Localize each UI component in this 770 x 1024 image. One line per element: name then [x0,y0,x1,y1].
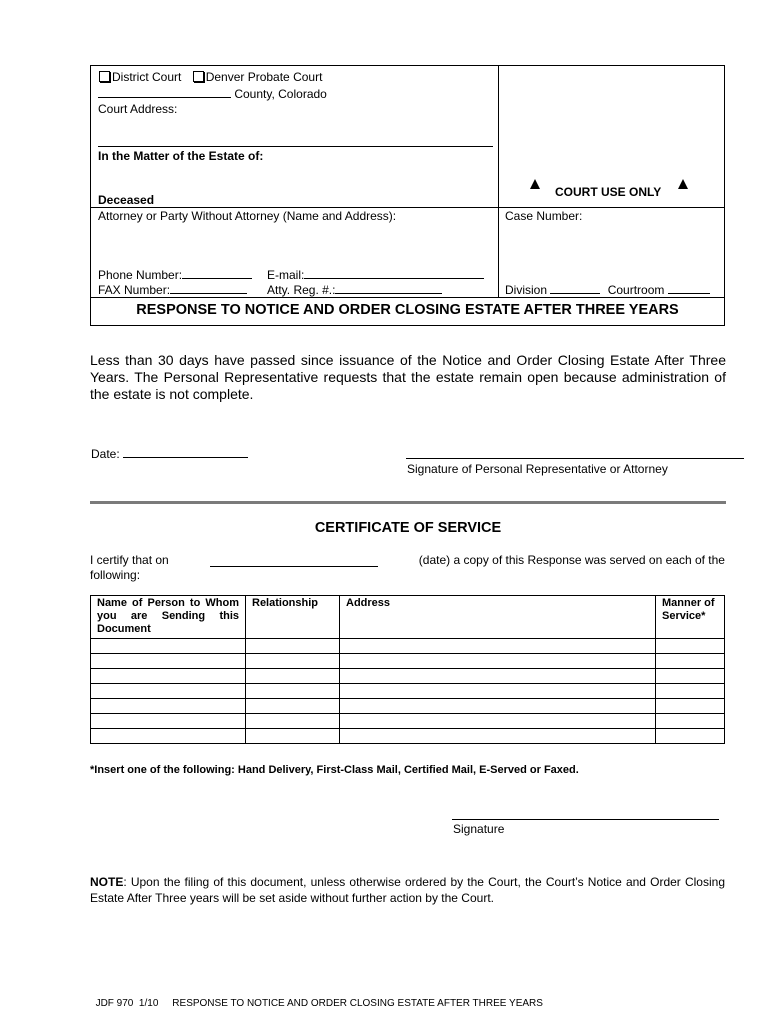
matter-divider [98,146,493,147]
district-court-label: District Court [112,70,182,84]
certify-prefix: I certify that on [90,553,169,567]
table-row [91,639,725,654]
fax-blank[interactable] [170,282,247,294]
email-blank[interactable] [304,267,484,279]
signature-line[interactable] [452,819,719,820]
email-label: E-mail: [267,268,305,282]
certify-suffix: (date) a copy of this Response was served on each of the [418,553,725,567]
county-label: County, Colorado [234,87,327,101]
court-use-only: COURT USE ONLY [555,185,662,199]
courtroom-label: Courtroom [607,283,665,297]
district-court-checkbox[interactable] [99,71,110,82]
case-number-label: Case Number: [505,209,583,223]
caption-vertical-divider [498,65,499,298]
county-blank[interactable] [98,86,231,98]
attorney-label: Attorney or Party Without Attorney (Name and Address): [98,209,397,223]
up-arrow-icon [678,179,688,189]
header-manner: Manner of Service* [656,596,725,639]
atty-reg-blank[interactable] [335,282,442,294]
note-paragraph [90,874,725,906]
division-blank[interactable] [550,282,600,294]
footer [90,984,543,1010]
fax-label: FAX Number: [98,283,171,297]
form-title: RESPONSE TO NOTICE AND ORDER CLOSING ESTATE AFTER THREE YEARS [136,302,679,318]
footer-form-id: JDF 970 [95,998,134,1009]
phone-label: Phone Number: [98,268,183,282]
service-footnote: *Insert one of the following: Hand Delivery, First-Class Mail, Certified Mail, E-Served or Faxed. [90,764,579,776]
table-row [91,714,725,729]
court-address-label: Court Address: [98,102,178,116]
body-paragraph: Less than 30 days have passed since issuance of the Notice and Order Closing Estate After Three Years. The Personal Representative requests that the estate remain open because administration of the estate is not complete. [90,352,726,402]
county-row [98,86,327,102]
court-type-row [99,69,322,85]
atty-reg-row [267,282,442,298]
division-row [505,282,710,298]
footer-form-title: RESPONSE TO NOTICE AND ORDER CLOSING ESTATE AFTER THREE YEARS [172,998,543,1009]
denver-probate-label: Denver Probate Court [205,70,323,84]
table-row [91,669,725,684]
certify-line [90,552,725,568]
date-row [91,446,248,462]
matter-label: In the Matter of the Estate of: [98,149,264,163]
signature-pr-label: Signature of Personal Representative or Attorney [407,462,668,476]
fax-row [98,282,247,298]
atty-reg-label: Atty. Reg. #.: [267,283,336,297]
table-row [91,684,725,699]
deceased-label: Deceased [98,193,155,207]
denver-probate-checkbox[interactable] [193,71,204,82]
up-arrow-icon [530,179,540,189]
table-row [91,729,725,744]
table-header-row [91,596,725,639]
division-label: Division [505,283,548,297]
section-rule [90,501,726,504]
certificate-heading: CERTIFICATE OF SERVICE [314,520,502,536]
note-text: : Upon the filing of this document, unless otherwise ordered by the Court, the Court’s Notice and Order Closing Estate After Three years will be set aside without further action by the Court. [90,875,725,905]
table-row [91,699,725,714]
certify-date-blank[interactable] [210,555,378,567]
service-table [90,595,725,744]
footer-revision: 1/10 [138,998,159,1009]
signature-pr-line[interactable] [406,458,744,459]
email-row [267,267,484,283]
phone-row [98,267,252,283]
header-name: Name of Person to Whom you are Sending this Document [91,596,246,639]
header-relationship: Relationship [246,596,340,639]
date-blank[interactable] [123,446,248,458]
phone-blank[interactable] [182,267,252,279]
signature-label: Signature [453,822,505,836]
table-row [91,654,725,669]
date-label: Date: [91,447,120,461]
note-label: NOTE [90,875,124,889]
courtroom-blank[interactable] [668,282,710,294]
header-address: Address [340,596,656,639]
certify-line2: following: [90,568,141,582]
